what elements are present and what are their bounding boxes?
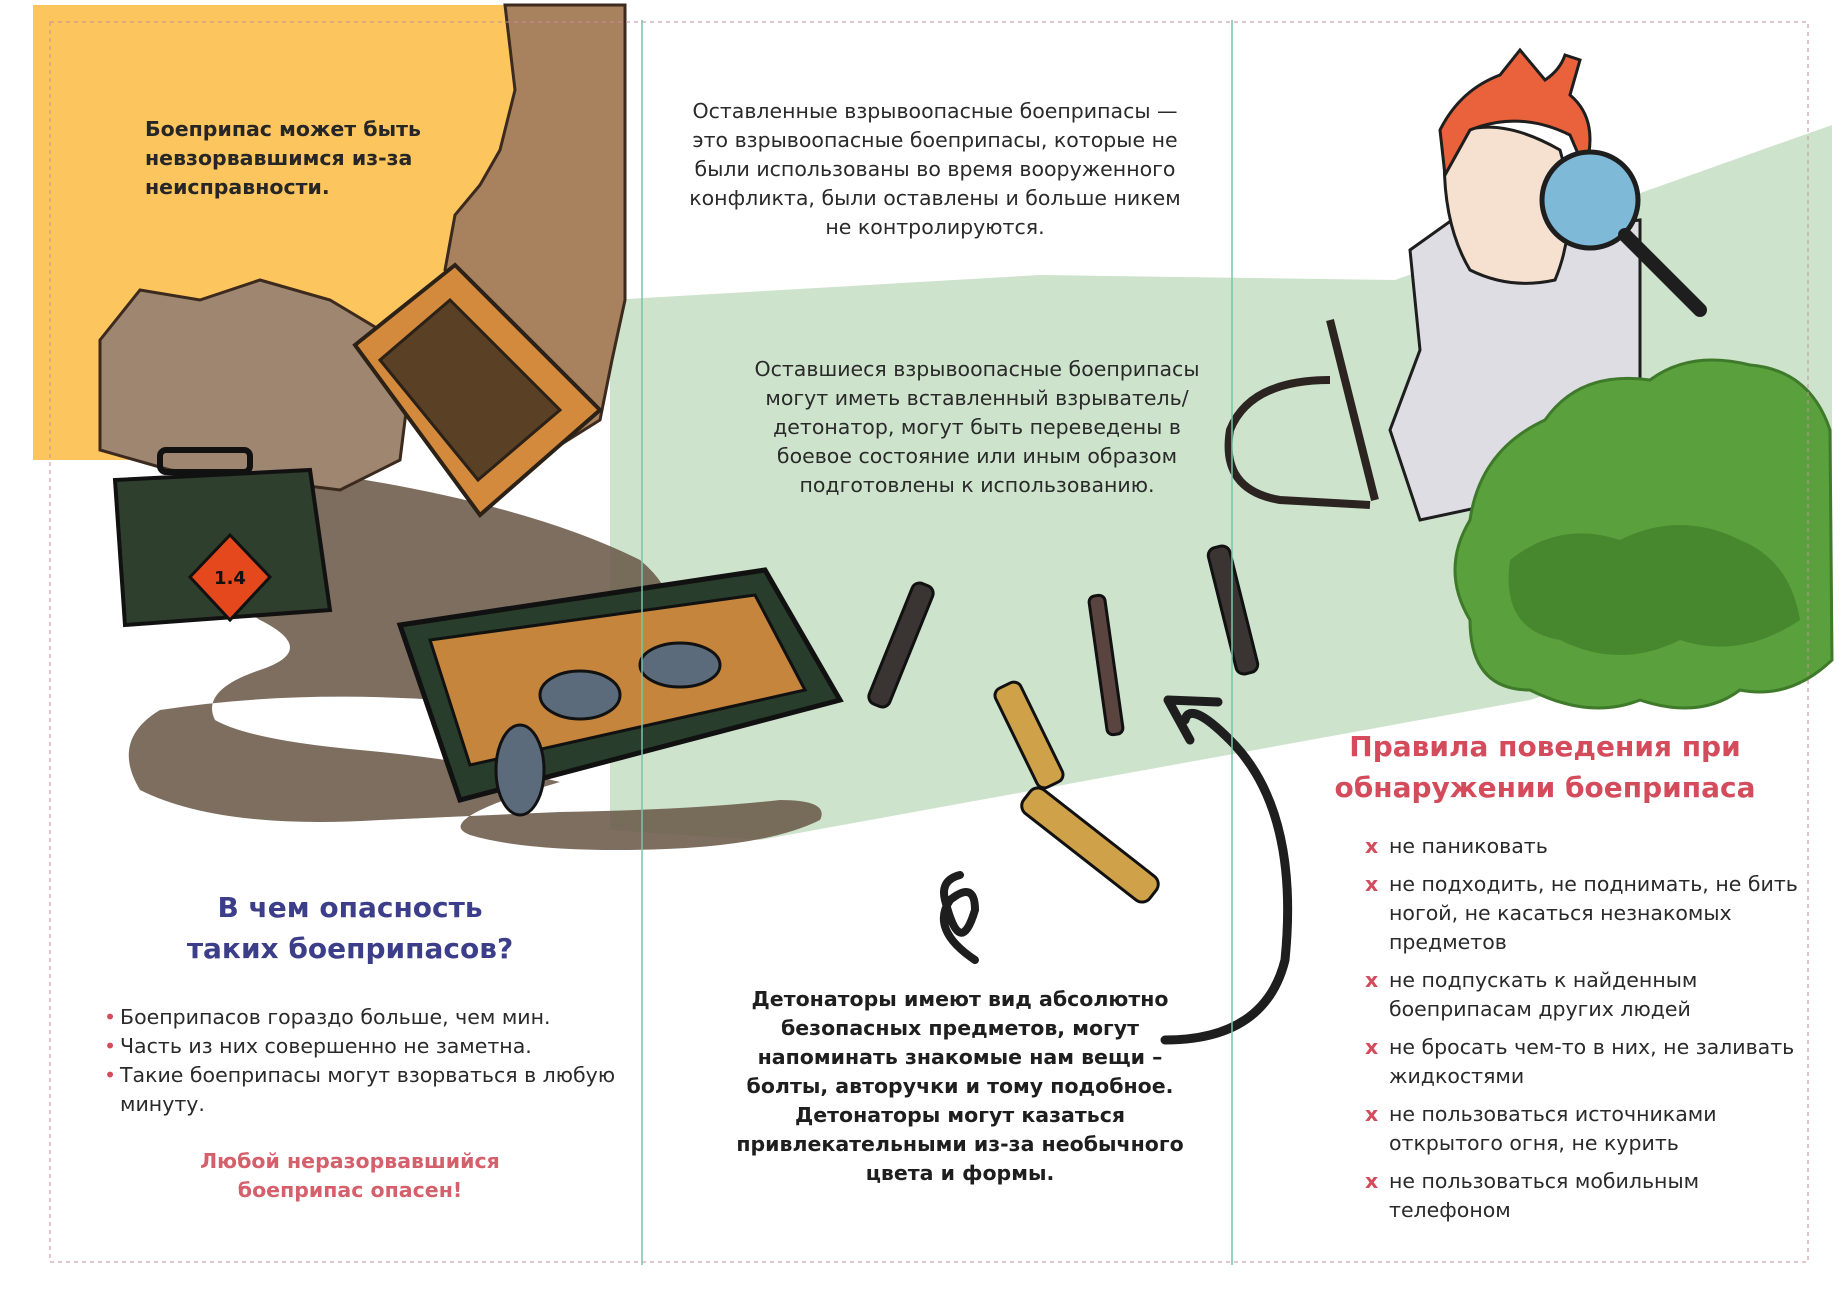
cross-icon: x <box>1365 1169 1379 1193</box>
rule-item <box>1365 966 1805 1024</box>
rules-heading-line1: Правила поведения при <box>1349 730 1741 763</box>
rule-item <box>1365 870 1805 957</box>
danger-list <box>104 1003 624 1119</box>
detonator-note: Детонаторы имеют вид абсолютно безопасных предметов, могут напоминать знакомые нам вещи – болты, авторучки и тому подобное. Детонаторы могут казаться привлекательными из-за необычного цвета и формы. <box>736 987 1184 1185</box>
danger-heading-line1: В чем опасность <box>217 891 483 924</box>
definition-text: Оставленные взрывоопасные боеприпасы — это взрывоопасные боеприпасы, которые не были использованы во время вооруженного конфликта, были оставлены и больше никем не контролируются. <box>689 99 1181 239</box>
rules-heading-line2: обнаружении боеприпаса <box>1334 771 1756 804</box>
rule-text: не пользоваться источниками открытого огня, не курить <box>1389 1102 1717 1155</box>
rule-item <box>1365 1033 1805 1091</box>
cross-icon: x <box>1365 834 1379 858</box>
danger-heading-line2: таких боеприпасов? <box>186 932 514 965</box>
swirl-arrow <box>944 875 975 960</box>
hazard-label: 1.4 <box>214 568 246 589</box>
rule-text: не пользоваться мобильным телефоном <box>1389 1169 1700 1222</box>
danger-heading <box>120 887 580 969</box>
mortar-shell-icon <box>640 643 720 687</box>
danger-callout: Любой неразорвавшийся боеприпас опасен! <box>200 1149 500 1202</box>
danger-list-item: • Такие боеприпасы могут взорваться в любую минуту. <box>104 1061 624 1119</box>
danger-list-item: • Боеприпасов гораздо больше, чем мин. <box>104 1003 624 1032</box>
cross-icon: x <box>1365 1102 1379 1126</box>
rule-text: не паниковать <box>1389 834 1548 858</box>
mortar-shell-icon <box>496 725 544 815</box>
rules-list <box>1365 832 1805 1234</box>
rule-text: не подходить, не поднимать, не бить ногой, не касаться незнакомых предметов <box>1389 872 1798 954</box>
cross-icon: x <box>1365 1035 1379 1059</box>
prepared-note: Оставшиеся взрывоопасные боеприпасы могут иметь вставленный взрыватель/детонатор, могут быть переведены в боевое состояние или иным образом подготовлены к использованию. <box>754 357 1200 497</box>
intro-note: Боеприпас может быть невзорвавшимся из-за неисправности. <box>145 117 421 199</box>
rule-item <box>1365 1100 1805 1158</box>
rule-text: не бросать чем-то в них, не заливать жидкостями <box>1389 1035 1795 1088</box>
cross-icon: x <box>1365 968 1379 992</box>
rules-heading <box>1290 726 1800 808</box>
detonator-icon <box>1018 784 1163 906</box>
mortar-shell-icon <box>540 671 620 719</box>
cross-icon: x <box>1365 872 1379 896</box>
rule-item <box>1365 1167 1805 1225</box>
rule-item <box>1365 832 1805 861</box>
rule-text: не подпускать к найденным боеприпасам других людей <box>1389 968 1698 1021</box>
danger-list-item: • Часть из них совершенно не заметна. <box>104 1032 624 1061</box>
